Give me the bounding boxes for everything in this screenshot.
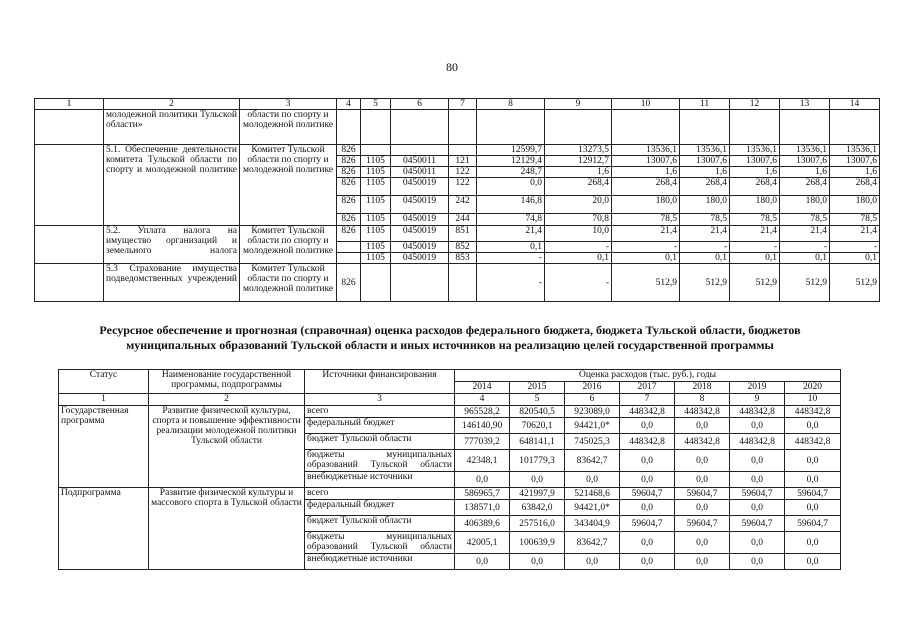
value-cell: 21,4 (730, 226, 780, 242)
value-cell: 13007,6 (830, 156, 880, 167)
value-cell: 0450019 (391, 226, 449, 242)
item-name: молодежной политики Тульской области» (104, 110, 240, 145)
column-number: 2 (149, 394, 305, 406)
value-cell: 0,0 (675, 500, 730, 516)
executor-cell: Комитет Тульской области по спорту и молодежной политике (240, 145, 337, 226)
value-cell: 0,1 (730, 253, 780, 264)
column-number: 4 (455, 394, 510, 406)
value-cell: 826 (337, 178, 361, 196)
column-number: 1 (35, 99, 104, 110)
value-cell: 1105 (361, 178, 391, 196)
value-cell: 78,5 (612, 214, 680, 226)
value-cell: - (730, 242, 780, 253)
value-cell: 0,0 (620, 472, 675, 488)
value-cell: - (545, 242, 612, 253)
value-cell: 826 (337, 167, 361, 178)
value-cell: 78,5 (780, 214, 830, 226)
program-name: Развитие физической культуры, спорта и повышение эффективности реализации молодежной политики Тульской области (149, 406, 305, 488)
value-cell: - (545, 264, 612, 302)
value-cell: - (780, 242, 830, 253)
value-cell: 122 (449, 167, 477, 178)
value-cell: 448342,8 (675, 406, 730, 418)
value-cell: 853 (449, 253, 477, 264)
value-cell: 59604,7 (730, 488, 785, 500)
value-cell: 180,0 (830, 196, 880, 214)
value-cell: 512,9 (680, 264, 730, 302)
value-cell: 78,5 (680, 214, 730, 226)
value-cell: 42348,1 (455, 450, 510, 472)
value-cell: 59604,7 (785, 488, 841, 500)
year-header: 2017 (620, 382, 675, 394)
value-cell: 1105 (361, 156, 391, 167)
column-number: 5 (361, 99, 391, 110)
column-number: 8 (675, 394, 730, 406)
value-cell: 78,5 (730, 214, 780, 226)
name-header: Наименование государственной программы, подпрограммы (149, 370, 305, 394)
value-cell (361, 145, 391, 156)
value-cell: 0,0 (730, 554, 785, 570)
value-cell: 21,4 (830, 226, 880, 242)
column-number: 12 (730, 99, 780, 110)
value-cell: 1,6 (830, 167, 880, 178)
value-cell: 448342,8 (620, 406, 675, 418)
column-number-row (59, 394, 841, 406)
year-header: 2018 (675, 382, 730, 394)
value-cell: 512,9 (780, 264, 830, 302)
value-cell: 0,0 (785, 418, 841, 434)
value-cell: 1,6 (780, 167, 830, 178)
value-cell: 121 (449, 156, 477, 167)
value-cell: 0450011 (391, 156, 449, 167)
empty-cell (361, 110, 391, 145)
value-cell: 777039,2 (455, 434, 510, 450)
value-cell: 851 (449, 226, 477, 242)
value-cell: 448342,8 (620, 434, 675, 450)
table-row (59, 488, 841, 500)
column-number: 10 (612, 99, 680, 110)
empty-cell (730, 110, 780, 145)
value-cell: 13536,1 (830, 145, 880, 156)
value-cell: 78,5 (830, 214, 880, 226)
year-header: 2015 (510, 382, 565, 394)
value-cell: 0450019 (391, 196, 449, 214)
table-row (35, 226, 880, 242)
value-cell: 648141,1 (510, 434, 565, 450)
value-cell: 0,0 (620, 532, 675, 554)
value-cell: 0,0 (785, 532, 841, 554)
value-cell: 0,1 (477, 242, 545, 253)
value-cell: 21,4 (780, 226, 830, 242)
value-cell: 13536,1 (612, 145, 680, 156)
value-cell: 59604,7 (675, 488, 730, 500)
value-cell: 0,1 (680, 253, 730, 264)
continuation-row (35, 110, 880, 145)
value-cell: 0450019 (391, 253, 449, 264)
status-cell: Подпрограмма (59, 488, 149, 570)
column-number: 5 (510, 394, 565, 406)
value-cell: 512,9 (730, 264, 780, 302)
value-cell: 59604,7 (730, 516, 785, 532)
value-cell: 0,0 (675, 418, 730, 434)
header-row (59, 370, 841, 382)
value-cell: 1105 (361, 167, 391, 178)
value-cell: 0,0 (675, 532, 730, 554)
empty-cell (35, 264, 104, 302)
value-cell: 13536,1 (680, 145, 730, 156)
value-cell (337, 253, 361, 264)
empty-cell (35, 145, 104, 226)
value-cell: 343404,9 (565, 516, 620, 532)
value-cell: 268,4 (830, 178, 880, 196)
item-name: 5.1. Обеспечение деятельности комитета Тульской области по спорту и молодежной политике (104, 145, 240, 226)
empty-cell (477, 110, 545, 145)
column-number: 3 (240, 99, 337, 110)
column-number: 14 (830, 99, 880, 110)
value-cell: 0,0 (785, 450, 841, 472)
value-cell: 21,4 (612, 226, 680, 242)
value-cell: 100639,9 (510, 532, 565, 554)
value-cell: 268,4 (612, 178, 680, 196)
value-cell: 1,6 (545, 167, 612, 178)
value-cell: 1105 (361, 253, 391, 264)
value-cell: 146,8 (477, 196, 545, 214)
status-header: Статус (59, 370, 149, 394)
value-cell: 13007,6 (730, 156, 780, 167)
value-cell: 448342,8 (675, 434, 730, 450)
value-cell: 521468,6 (565, 488, 620, 500)
value-cell: 13536,1 (730, 145, 780, 156)
value-cell: 180,0 (780, 196, 830, 214)
value-cell: 0,0 (675, 472, 730, 488)
value-cell: 965528,2 (455, 406, 510, 418)
empty-cell (612, 110, 680, 145)
value-cell: 0,0 (455, 554, 510, 570)
source-cell: бюджет Тульской области (305, 516, 455, 532)
table-row (35, 145, 880, 156)
executor-cell: области по спорту и молодежной политике (240, 110, 337, 145)
value-cell: 826 (337, 226, 361, 242)
value-cell: 59604,7 (675, 516, 730, 532)
column-number: 3 (305, 394, 455, 406)
value-cell: 421997,9 (510, 488, 565, 500)
executor-cell: Комитет Тульской области по спорту и молодежной политике (240, 226, 337, 264)
column-number: 9 (545, 99, 612, 110)
value-cell: 13536,1 (780, 145, 830, 156)
value-cell: 12129,4 (477, 156, 545, 167)
value-cell: 826 (337, 196, 361, 214)
column-number: 11 (680, 99, 730, 110)
value-cell: 0,0 (510, 554, 565, 570)
value-cell: 448342,8 (785, 406, 841, 418)
value-cell: 83642,7 (565, 532, 620, 554)
value-cell: 268,4 (680, 178, 730, 196)
source-header: Источники финансирования (305, 370, 455, 394)
year-header: 2014 (455, 382, 510, 394)
table-row (59, 406, 841, 418)
value-cell (391, 145, 449, 156)
value-cell: 0,1 (545, 253, 612, 264)
value-cell: 1105 (361, 242, 391, 253)
value-cell: 59604,7 (785, 516, 841, 532)
value-cell: 0,1 (780, 253, 830, 264)
value-cell: 0,0 (730, 532, 785, 554)
value-cell: 13273,5 (545, 145, 612, 156)
source-cell: внебюджетные источники (305, 554, 455, 570)
value-cell: 0,1 (830, 253, 880, 264)
empty-cell (545, 110, 612, 145)
value-cell: 852 (449, 242, 477, 253)
value-cell: 0,0 (565, 554, 620, 570)
source-cell: федеральный бюджет (305, 418, 455, 434)
value-cell (449, 264, 477, 302)
item-name: 5.2. Уплата налога на имущество организаций и земельного налога (104, 226, 240, 264)
status-cell: Государственная программа (59, 406, 149, 488)
value-cell: 1,6 (612, 167, 680, 178)
value-cell: 512,9 (830, 264, 880, 302)
value-cell: 13007,6 (680, 156, 730, 167)
value-cell: 0,0 (620, 418, 675, 434)
column-number: 8 (477, 99, 545, 110)
value-cell: 1,6 (730, 167, 780, 178)
value-cell: 0450019 (391, 214, 449, 226)
empty-cell (780, 110, 830, 145)
value-cell: 0,0 (675, 554, 730, 570)
value-cell: 83642,7 (565, 450, 620, 472)
value-cell: 94421,0* (565, 500, 620, 516)
value-cell: 10,0 (545, 226, 612, 242)
value-cell (391, 264, 449, 302)
value-cell: 826 (337, 264, 361, 302)
value-cell: 21,4 (477, 226, 545, 242)
value-cell: 180,0 (730, 196, 780, 214)
value-cell: 59604,7 (620, 488, 675, 500)
value-cell: 1105 (361, 214, 391, 226)
value-cell: 448342,8 (785, 434, 841, 450)
value-cell: 257516,0 (510, 516, 565, 532)
empty-cell (35, 110, 104, 145)
empty-cell (680, 110, 730, 145)
estimate-header: Оценка расходов (тыс. руб.), годы (455, 370, 841, 382)
value-cell: 268,4 (730, 178, 780, 196)
value-cell: 1,6 (680, 167, 730, 178)
value-cell: 12599,7 (477, 145, 545, 156)
year-header: 2019 (730, 382, 785, 394)
value-cell: 0,0 (730, 418, 785, 434)
value-cell: 0450019 (391, 242, 449, 253)
column-number: 6 (565, 394, 620, 406)
activities-table (34, 98, 880, 302)
source-cell: бюджеты муниципальных образований Тульской области (305, 532, 455, 554)
column-number: 13 (780, 99, 830, 110)
value-cell: 248,7 (477, 167, 545, 178)
value-cell: 0450011 (391, 167, 449, 178)
value-cell: 406389,6 (455, 516, 510, 532)
column-number: 1 (59, 394, 149, 406)
empty-cell (391, 110, 449, 145)
source-cell: всего (305, 406, 455, 418)
resources-table (58, 369, 841, 570)
value-cell: 74,8 (477, 214, 545, 226)
item-name: 5.3 Страхование имущества подведомственных учреждений (104, 264, 240, 302)
table-row (35, 264, 880, 302)
value-cell: 0,0 (620, 554, 675, 570)
value-cell: 12912,7 (545, 156, 612, 167)
page-number: 80 (446, 60, 458, 74)
value-cell: 0,0 (785, 554, 841, 570)
column-number: 7 (620, 394, 675, 406)
value-cell: 63842,0 (510, 500, 565, 516)
executor-cell: Комитет Тульской области по спорту и молодежной политике (240, 264, 337, 302)
column-number: 2 (104, 99, 240, 110)
value-cell: 512,9 (612, 264, 680, 302)
value-cell: - (680, 242, 730, 253)
value-cell: 0,0 (477, 178, 545, 196)
source-cell: внебюджетные источники (305, 472, 455, 488)
value-cell: 146140,90 (455, 418, 510, 434)
empty-cell (337, 110, 361, 145)
value-cell: 0,0 (565, 472, 620, 488)
empty-cell (830, 110, 880, 145)
value-cell: 586965,7 (455, 488, 510, 500)
year-header: 2020 (785, 382, 841, 394)
value-cell (337, 242, 361, 253)
value-cell: 59604,7 (620, 516, 675, 532)
value-cell: 0,0 (620, 450, 675, 472)
value-cell: 0,0 (510, 472, 565, 488)
value-cell: 0,0 (730, 450, 785, 472)
value-cell: 0,0 (785, 500, 841, 516)
header-row (35, 99, 880, 110)
source-cell: бюджет Тульской области (305, 434, 455, 450)
value-cell: 138571,0 (455, 500, 510, 516)
source-cell: бюджеты муниципальных образований Тульской области (305, 450, 455, 472)
value-cell: 268,4 (545, 178, 612, 196)
value-cell: 745025,3 (565, 434, 620, 450)
value-cell: 0,1 (612, 253, 680, 264)
column-number: 4 (337, 99, 361, 110)
value-cell: - (830, 242, 880, 253)
value-cell: 268,4 (780, 178, 830, 196)
source-cell: федеральный бюджет (305, 500, 455, 516)
value-cell: 122 (449, 178, 477, 196)
program-name: Развитие физической культуры и массового спорта в Тульской области (149, 488, 305, 570)
value-cell: 826 (337, 214, 361, 226)
value-cell: - (477, 253, 545, 264)
value-cell: 13007,6 (780, 156, 830, 167)
value-cell: 21,4 (680, 226, 730, 242)
column-number: 9 (730, 394, 785, 406)
value-cell: 70620,1 (510, 418, 565, 434)
value-cell: 20,0 (545, 196, 612, 214)
value-cell: 42005,1 (455, 532, 510, 554)
value-cell: 1105 (361, 196, 391, 214)
value-cell: 180,0 (680, 196, 730, 214)
value-cell: 448342,8 (730, 406, 785, 418)
column-number: 10 (785, 394, 841, 406)
value-cell: 0,0 (675, 450, 730, 472)
empty-cell (449, 110, 477, 145)
value-cell: 923089,0 (565, 406, 620, 418)
value-cell: 70,8 (545, 214, 612, 226)
value-cell: 0,0 (730, 472, 785, 488)
value-cell: 101779,3 (510, 450, 565, 472)
value-cell: 242 (449, 196, 477, 214)
section-heading: Ресурсное обеспечение и прогнозная (справочная) оценка расходов федерального бюджета, бюджета Тульской области, бюджетов муниципальных образований Тульской области и иных источников на реализацию целей государственной программы (99, 323, 801, 352)
value-cell: 826 (337, 145, 361, 156)
value-cell: 94421,0* (565, 418, 620, 434)
value-cell: 820540,5 (510, 406, 565, 418)
value-cell: 180,0 (612, 196, 680, 214)
value-cell: 448342,8 (730, 434, 785, 450)
year-header: 2016 (565, 382, 620, 394)
value-cell (449, 145, 477, 156)
value-cell: 0,0 (730, 500, 785, 516)
empty-cell (35, 226, 104, 264)
value-cell: 13007,6 (612, 156, 680, 167)
value-cell: 0,0 (455, 472, 510, 488)
value-cell: 1105 (361, 226, 391, 242)
value-cell: 826 (337, 156, 361, 167)
value-cell: 244 (449, 214, 477, 226)
value-cell (361, 264, 391, 302)
value-cell: 0,0 (785, 472, 841, 488)
value-cell: 0450019 (391, 178, 449, 196)
value-cell: - (477, 264, 545, 302)
value-cell: 0,0 (620, 500, 675, 516)
column-number: 6 (391, 99, 449, 110)
column-number: 7 (449, 99, 477, 110)
source-cell: всего (305, 488, 455, 500)
value-cell: - (612, 242, 680, 253)
